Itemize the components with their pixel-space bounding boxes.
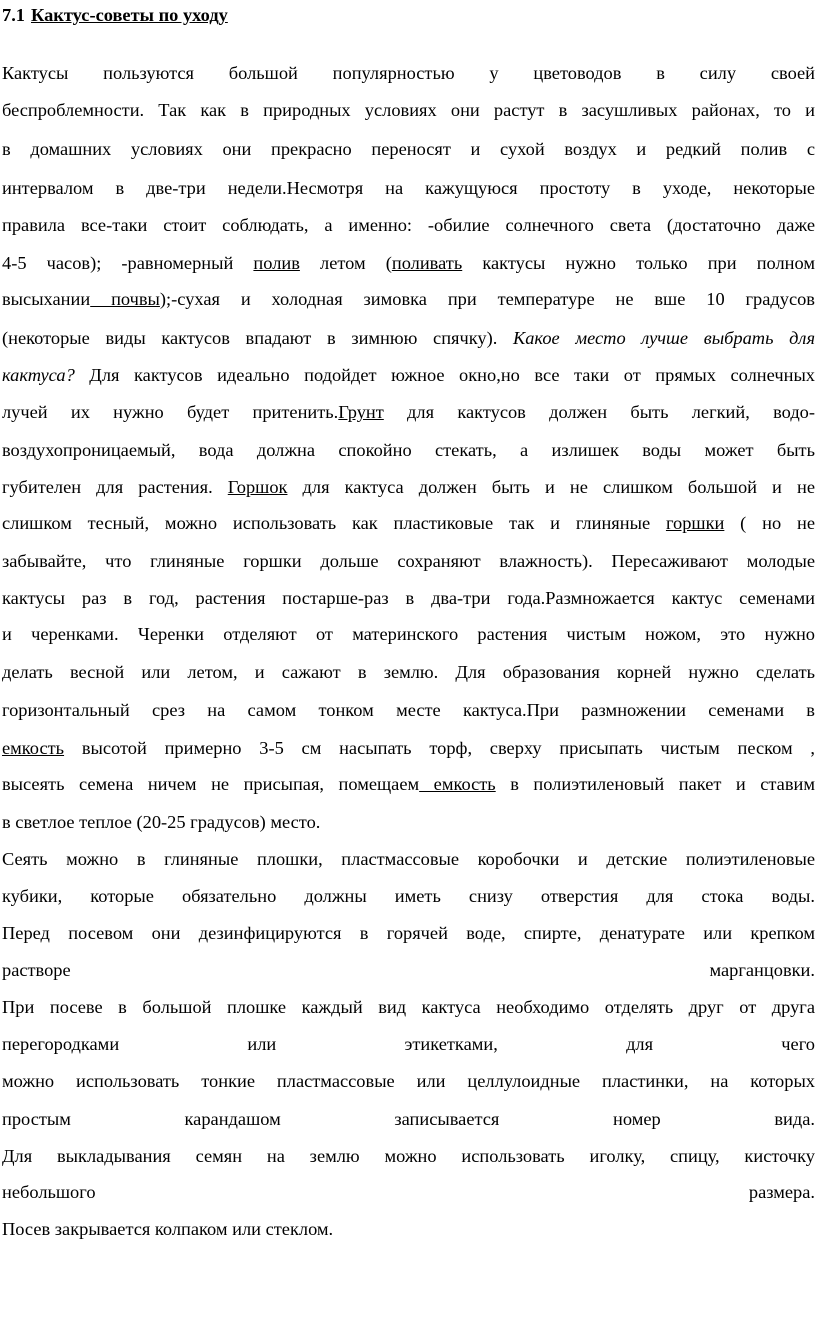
- text-line: [2, 878, 815, 915]
- text-line: [2, 952, 815, 989]
- underlined-term: поливать: [391, 253, 463, 273]
- text-line: [2, 915, 815, 952]
- text-line: [2, 730, 815, 767]
- text-line: [2, 1026, 815, 1063]
- text-line: [2, 131, 815, 168]
- text-line: [2, 692, 815, 729]
- text-segment: высотой примерно 3-5 см насыпать торф, сверху присыпать чистым песком ,: [64, 738, 815, 758]
- text-line: [2, 654, 815, 691]
- text-segment: Кактусы пользуются большой популярностью у цветоводов в силу своей: [2, 63, 815, 83]
- text-line: [2, 469, 815, 506]
- text-segment: Для кактусов идеально подойдет южное окно,но все таки от прямых солнечных: [74, 365, 815, 385]
- text-segment: );-сухая и холодная зимовка при температуре не вше 10 градусов: [159, 289, 815, 309]
- text-line: [2, 989, 815, 1026]
- underlined-term: полив: [253, 253, 300, 273]
- underlined-term: Грунт: [338, 402, 384, 422]
- text-line: [2, 207, 815, 244]
- text-line: [2, 505, 815, 542]
- text-segment: можно использовать тонкие пластмассовые или целлулоидные пластинки, на которых: [2, 1071, 815, 1091]
- text-segment: Перед посевом они дезинфицируются в горячей воде, спирте, денатурате или крепком: [2, 923, 815, 943]
- text-line: [2, 766, 815, 803]
- section-number: 7.1: [2, 5, 25, 25]
- text-segment: высеять семена ничем не присыпая, помещаем: [2, 774, 420, 794]
- section-heading: [2, 0, 228, 30]
- text-segment: высыхании: [2, 289, 91, 309]
- text-line: [2, 841, 815, 878]
- text-line: [2, 55, 815, 92]
- text-segment: ( но не: [724, 513, 815, 533]
- text-segment: в домашних условиях они прекрасно переносят и сухой воздух и редкий полив с: [2, 139, 815, 159]
- text-segment: интервалом в две-три недели.Несмотря на кажущуюся простоту в уходе, некоторые: [2, 178, 815, 198]
- text-segment: кактусы раз в год, растения постарше-раз в два-три года.Размножается кактус семенами: [2, 588, 815, 608]
- text-segment: небольшого размера.: [2, 1182, 815, 1202]
- text-line: [2, 1063, 815, 1100]
- text-line: [2, 1211, 815, 1248]
- text-line: [2, 580, 815, 617]
- text-segment: для кактусов должен быть легкий, водо-: [383, 402, 815, 422]
- text-line: [2, 92, 815, 129]
- text-segment: в полиэтиленовый пакет и ставим: [495, 774, 816, 794]
- italic-question: кактуса?: [2, 365, 75, 385]
- text-segment: забывайте, что глиняные горшки дольше сохраняют влажность). Пересаживают молодые: [2, 551, 815, 571]
- italic-question: Какое место лучше выбрать для: [513, 328, 815, 348]
- text-segment: и черенками. Черенки отделяют от материнского растения чистым ножом, это нужно: [2, 624, 815, 644]
- text-line: [2, 804, 815, 841]
- text-segment: правила все-таки стоит соблюдать, а именно: -обилие солнечного света (достаточно даже: [2, 215, 815, 235]
- underlined-term: почвы: [90, 289, 160, 309]
- text-line: [2, 543, 815, 580]
- text-segment: Сеять можно в глиняные плошки, пластмассовые коробочки и детские полиэтиленовые: [2, 849, 815, 869]
- text-segment: губителен для растения.: [2, 477, 228, 497]
- text-segment: перегородками или этикетками, для чего: [2, 1034, 815, 1054]
- text-segment: горизонтальный срез на самом тонком месте кактуса.При размножении семенами в: [2, 700, 815, 720]
- text-segment: растворе марганцовки.: [2, 960, 815, 980]
- text-line: [2, 1138, 815, 1175]
- text-segment: в светлое теплое (20-25 градусов) место.: [2, 812, 321, 832]
- text-segment: кубики, которые обязательно должны иметь снизу отверстия для стока воды.: [2, 886, 815, 906]
- underlined-term: Горшок: [227, 477, 288, 497]
- text-line: [2, 616, 815, 653]
- text-segment: беспроблемности. Так как в природных условиях они растут в засушливых районах, то и: [2, 100, 815, 120]
- text-segment: Для выкладывания семян на землю можно использовать иголку, спицу, кисточку: [2, 1146, 815, 1166]
- text-segment: летом (: [299, 253, 392, 273]
- text-segment: простым карандашом записывается номер вида.: [2, 1109, 815, 1129]
- text-line: [2, 320, 815, 357]
- underlined-term: емкость: [419, 774, 496, 794]
- text-segment: (некоторые виды кактусов впадают в зимнюю спячку).: [2, 328, 514, 348]
- text-line: [2, 281, 815, 318]
- text-line: [2, 357, 815, 394]
- text-line: [2, 1101, 815, 1138]
- text-segment: для кактуса должен быть и не слишком большой и не: [287, 477, 815, 497]
- underlined-term: емкость: [2, 738, 65, 758]
- text-line: [2, 1174, 815, 1211]
- text-segment: Посев закрывается колпаком или стеклом.: [2, 1219, 334, 1239]
- text-segment: делать весной или летом, и сажают в землю. Для образования корней нужно сделать: [2, 662, 815, 682]
- text-line: [2, 245, 815, 282]
- text-segment: лучей их нужно будет притенить.: [2, 402, 339, 422]
- text-segment: воздухопроницаемый, вода должна спокойно стекать, а излишек воды может быть: [2, 440, 815, 460]
- text-line: [2, 432, 815, 469]
- text-line: [2, 170, 815, 207]
- section-title: Кактус-советы по уходу: [31, 5, 228, 25]
- underlined-term: горшки: [665, 513, 725, 533]
- text-segment: 4-5 часов); -равномерный: [2, 253, 254, 273]
- text-line: [2, 394, 815, 431]
- text-segment: При посеве в большой плошке каждый вид кактуса необходимо отделять друг от друга: [2, 997, 815, 1017]
- text-segment: слишком тесный, можно использовать как пластиковые так и глиняные: [2, 513, 666, 533]
- text-segment: кактусы нужно только при полном: [462, 253, 815, 273]
